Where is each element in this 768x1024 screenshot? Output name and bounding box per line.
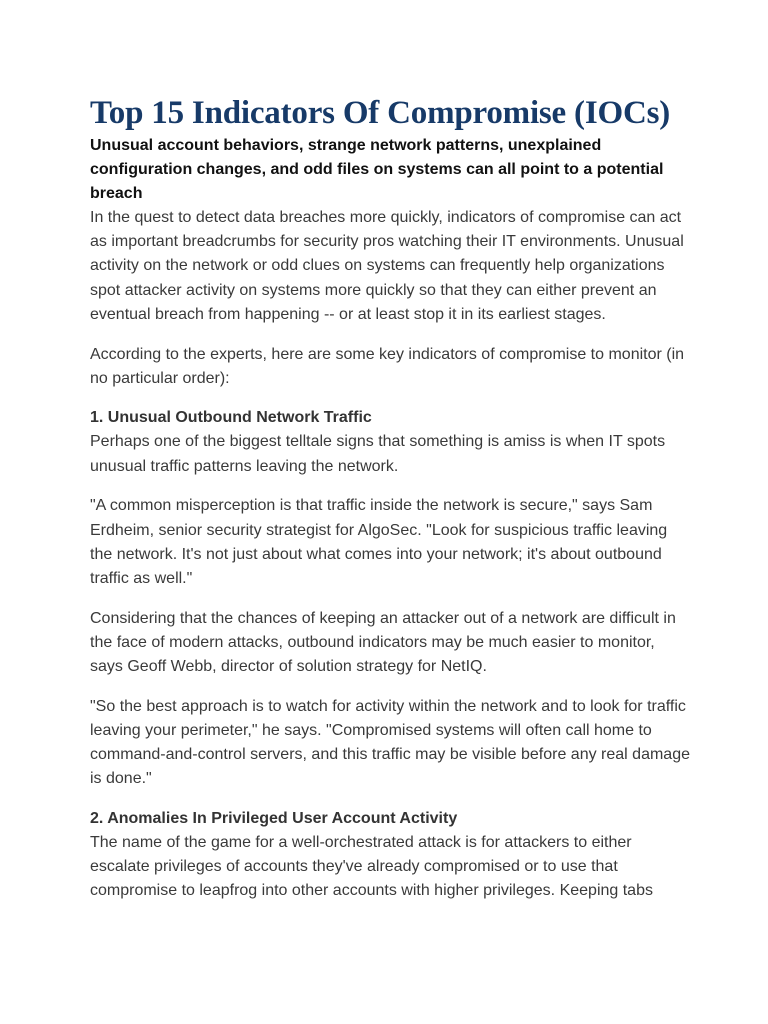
section-paragraph: "So the best approach is to watch for activity within the network and to look for traffic leaving your perimeter," he says. "Compromised systems will often call home to command-and-control servers, and this traffic may be visible before any real damage is done." [90, 697, 690, 788]
section-unusual-outbound-traffic [90, 406, 690, 791]
section-paragraph: The name of the game for a well-orchestrated attack is for attackers to either escalate privileges of accounts they've already compromised or to use that compromise to leapfrog into other accounts with higher privileges. Keeping tabs [90, 834, 653, 900]
article-intro: In the quest to detect data breaches more quickly, indicators of compromise can act as important breadcrumbs for security pros watching their IT environments. Unusual activity on the network or odd clues on systems can frequently help organizations spot attacker activity on systems more quickly so that they can either prevent an eventual breach from happening -- or at least stop it in its earliest stages. [90, 209, 684, 323]
article-experts-paragraph: According to the experts, here are some key indicators of compromise to monitor (in no particular order): [90, 345, 685, 387]
section-paragraph: Perhaps one of the biggest telltale signs that something is amiss is when IT spots unusual traffic patterns leaving the network. [90, 433, 666, 475]
section-privileged-account-anomalies [90, 807, 690, 904]
section-heading: 2. Anomalies In Privileged User Account Activity [90, 810, 458, 828]
article-subtitle: Unusual account behaviors, strange network patterns, unexplained configuration changes, and odd files on systems can all point to a potential breach [90, 137, 664, 202]
section-heading: 1. Unusual Outbound Network Traffic [90, 409, 372, 427]
article [90, 92, 690, 919]
section-paragraph: "A common misperception is that traffic inside the network is secure," says Sam Erdheim, senior security strategist for AlgoSec. "Look for suspicious traffic leaving the network. It's not just about what comes into your network; it's about outbound traffic as well." [90, 497, 668, 587]
article-title: Top 15 Indicators Of Compromise (IOCs) [90, 95, 671, 131]
section-paragraph: Considering that the chances of keeping an attacker out of a network are difficult in the face of modern attacks, outbound indicators may be much easier to monitor, says Geoff Webb, director of solution strategy for NetIQ. [90, 609, 676, 676]
